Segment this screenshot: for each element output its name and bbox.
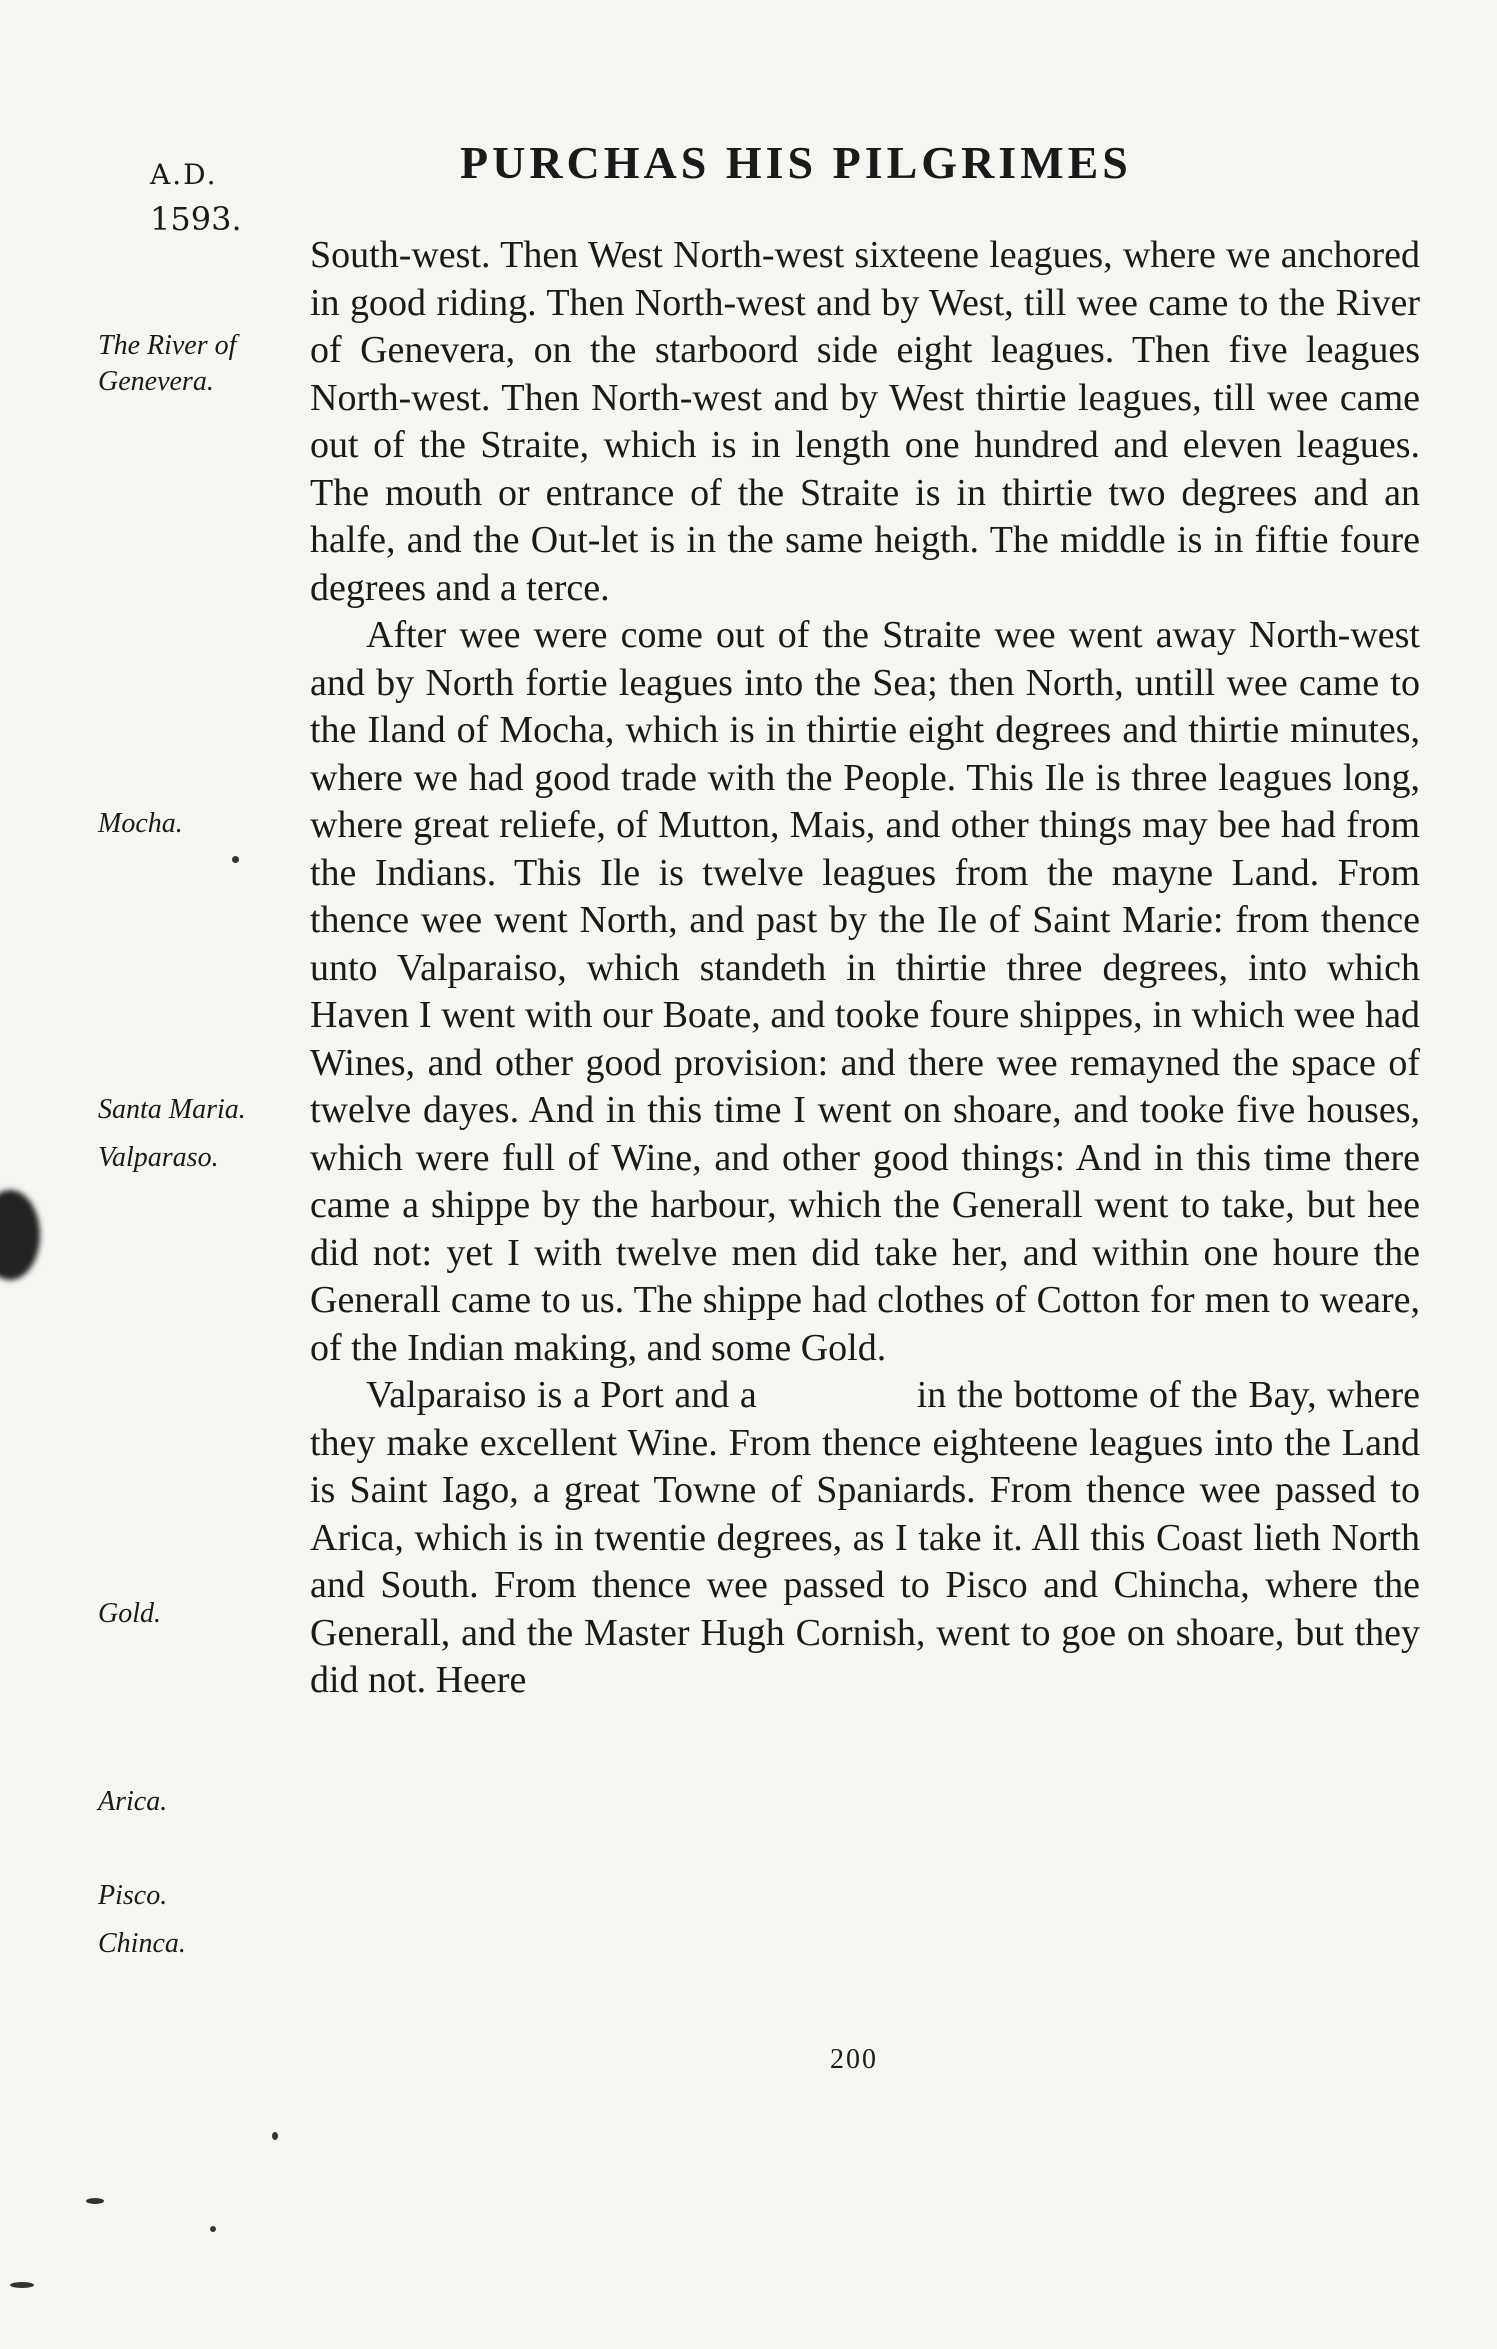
- ink-speck: [210, 2226, 216, 2232]
- paragraph-3-end: in the bottome of the Bay, where they make excellent Wine. From thence eighteene leagues into the Land is Saint Iago, a great Towne of Spaniards. From thence wee passed to Arica, which is in twentie degrees, as I take it. All this Coast lieth North and South. From thence wee passed to Pisco and Chincha, where the Generall, and the Master Hugh Cornish, went to goe on shoare, but they did not. Heere: [310, 1374, 1420, 1701]
- ink-speck: [10, 2282, 34, 2288]
- ink-speck: [272, 2132, 278, 2140]
- margin-note-pisco: Pisco.: [98, 1880, 168, 1911]
- header-year: 1593.: [150, 200, 242, 238]
- margin-note-mocha: Mocha.: [98, 808, 183, 839]
- margin-note-arica: Arica.: [98, 1786, 168, 1817]
- body-text: [310, 232, 1420, 1705]
- page-number: 200: [830, 2044, 878, 2075]
- paragraph-2: After wee were come out of the Straite wee went away North-west and by North fortie leagues into the Sea; then North, untill wee came to the Iland of Mocha, which is in thirtie eight degrees and thirtie minutes, where we had good trade with the People. This Ile is three leagues long, where great reliefe, of Mutton, Mais, and other things may bee had from the Indians. This Ile is twelve leagues from the mayne Land. From thence wee went North, and past by the Ile of Saint Marie: from thence unto Valparaiso, which standeth in thirtie three degrees, into which Haven I went with our Boate, and tooke foure shippes, in which wee had Wines, and other good provision: and there wee remayned the space of twelve dayes. And in this time I went on shoare, and tooke five houses, which were full of Wine, and other good things: And in this time there came a shippe by the harbour, which the Generall went to take, but hee did not: yet I with twelve men did take her, and within one houre the Generall came to us. The shippe had clothes of Cotton for men to weare, of the Indian making, and some Gold.: [310, 614, 1420, 1369]
- margin-note-gold: Gold.: [98, 1598, 161, 1629]
- margin-note-river-line2: Genevera.: [98, 366, 214, 397]
- header-ad: A.D.: [150, 158, 218, 191]
- margin-note-valparaiso: Valparaso.: [98, 1142, 219, 1173]
- ink-blot: [0, 1190, 40, 1280]
- paragraph-1: South-west. Then West North-west sixteene leagues, where we anchored in good riding. Then North-west and by West, till wee came to the River of Genevera, on the starboord side eight leagues. Then five leagues North-west. Then North-west and by West thirtie leagues, till wee came out of the Straite, which is in length one hundred and eleven leagues. The mouth or entrance of the Straite is in thirtie two degrees and an halfe, and the Out-let is in the same heigth. The middle is in fiftie foure degrees and a terce.: [310, 234, 1420, 609]
- ink-speck: [232, 856, 239, 863]
- margin-note-santa-maria: Santa Maria.: [98, 1094, 246, 1125]
- margin-note-chinca: Chinca.: [98, 1928, 186, 1959]
- paragraph-3-start: Valparaiso is a Port and a: [366, 1374, 757, 1416]
- margin-note-river: [98, 328, 236, 400]
- paragraph-3: [310, 1372, 1420, 1705]
- margin-note-river-line1: The River of: [98, 330, 237, 361]
- ink-speck: [86, 2198, 104, 2204]
- running-head: PURCHAS HIS PILGRIMES: [460, 137, 1132, 188]
